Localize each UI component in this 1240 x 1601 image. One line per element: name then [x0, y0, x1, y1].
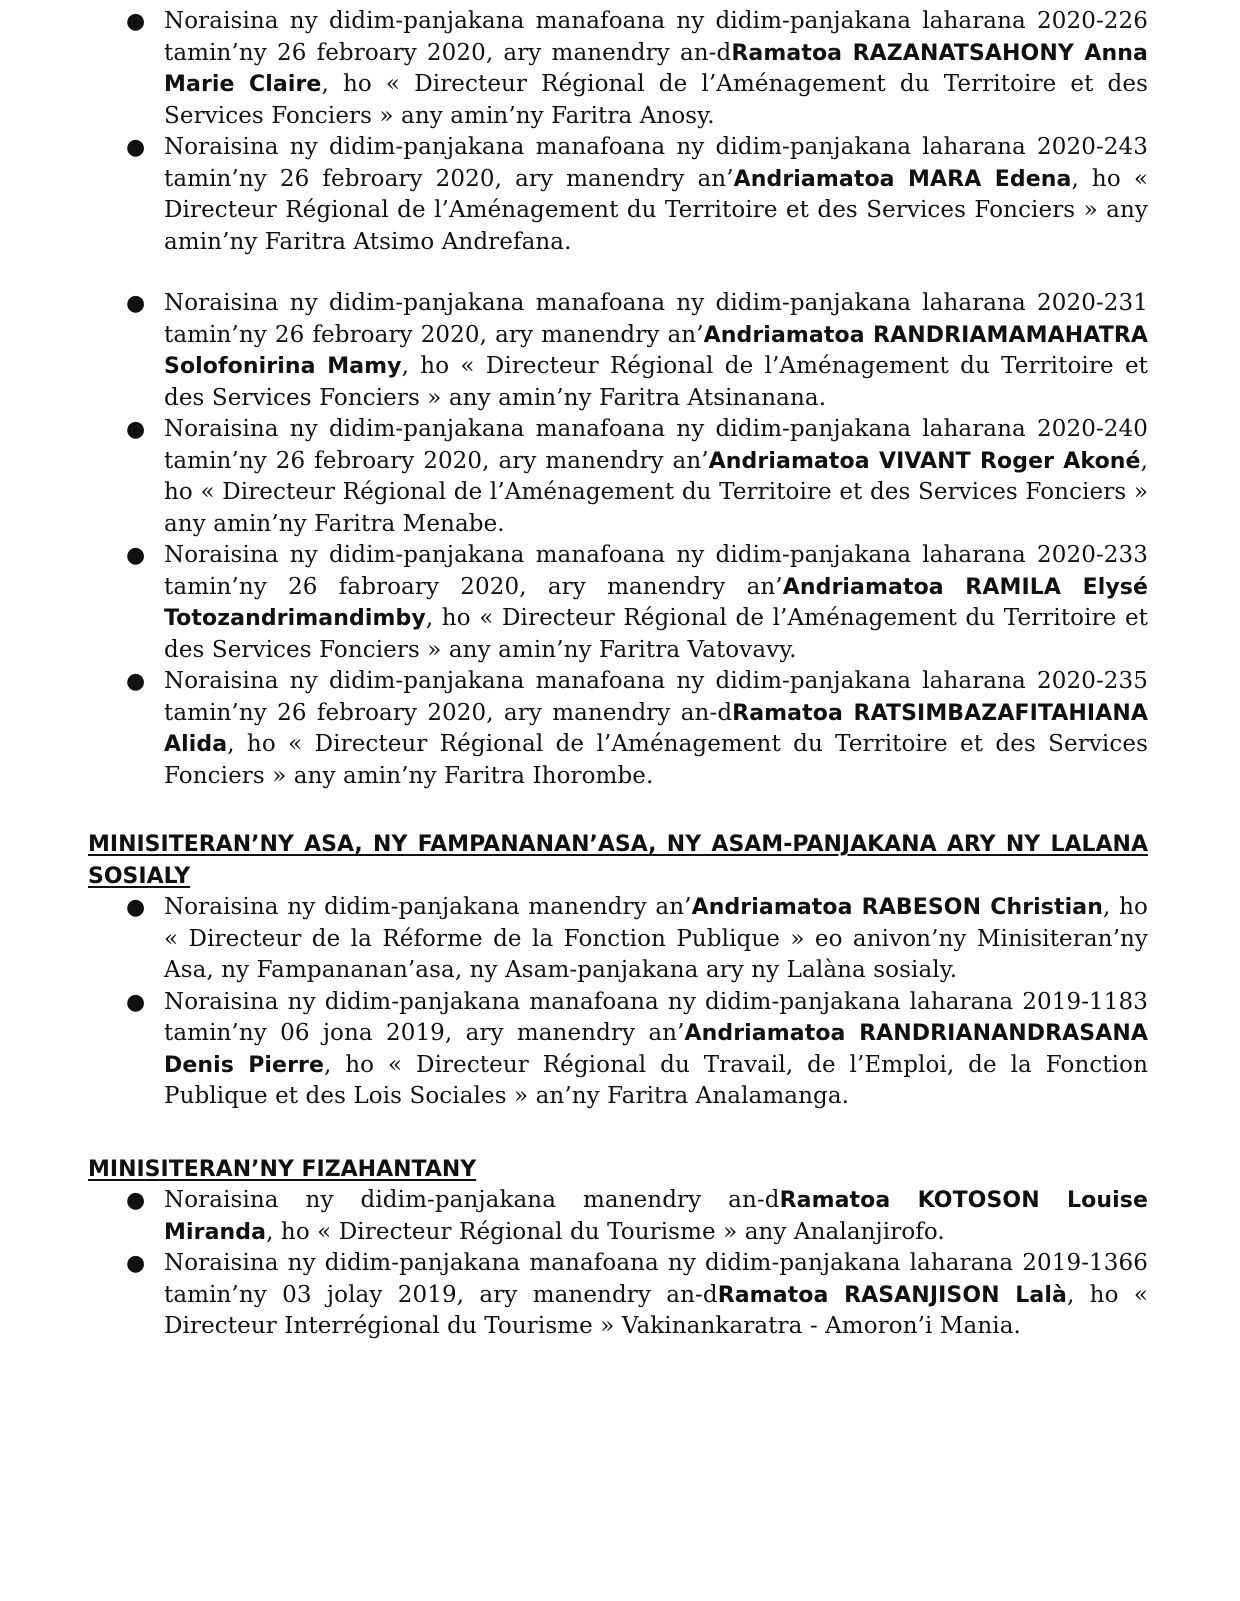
spacer: [88, 792, 1148, 829]
list-item: [88, 1185, 1148, 1248]
spacer: [88, 258, 1148, 288]
item-text: , ho « Directeur Régional du Travail, de l’Emploi, de la Fonction Publique et des Lois Sociales » an’ny Faritra Analamanga.: [164, 1051, 1148, 1109]
item-text: Noraisina ny didim-panjakana manafoana ny didim-panjakana laharana 2020-235 tamin’ny 26 febroary 2020, ary manendry an-d: [164, 668, 1148, 726]
list-item: [88, 414, 1148, 540]
appointment-list-aty: [88, 6, 1148, 258]
list-item: [88, 6, 1148, 132]
item-text: , ho « Directeur Interrégional du Tourisme » Vakinankaratra - Amoron’i Mania.: [164, 1281, 1148, 1339]
item-text: , ho « Directeur de la Réforme de la Fonction Publique » eo anivon’ny Minisiteran’ny Asa, ny Fampananan’asa, ny Asam-panjakana ary ny Lalàna sosialy.: [164, 894, 1148, 983]
item-text: , ho « Directeur Régional de l’Aménagement du Territoire et des Services Fonciers » any amin’ny Faritra Vatovavy.: [164, 605, 1148, 663]
item-text: Noraisina ny didim-panjakana manafoana ny didim-panjakana laharana 2019-1183 tamin’ny 06 jona 2019, ary manendry an’: [164, 988, 1148, 1046]
appointee-name: Andriamatoa RANDRIAMAMAHATRA Solofonirina Mamy: [164, 322, 1148, 379]
appointee-name: Ramatoa RAZANATSAHONY Anna Marie Claire: [164, 40, 1148, 97]
document-page: [88, 6, 1148, 1343]
bullet-icon: ●: [126, 1188, 146, 1213]
item-text: Noraisina ny didim-panjakana manendry an’: [164, 894, 692, 920]
bullet-icon: ●: [126, 1251, 146, 1276]
bullet-icon: ●: [126, 9, 146, 34]
appointment-list-aty-continued: [88, 288, 1148, 792]
section-heading-fizahantany: MINISITERAN’NY FIZAHANTANY: [88, 1156, 477, 1182]
bullet-icon: ●: [126, 417, 146, 442]
list-item: [88, 288, 1148, 414]
bullet-icon: ●: [126, 669, 146, 694]
list-item: [88, 132, 1148, 258]
list-item: [88, 1248, 1148, 1343]
item-text: Noraisina ny didim-panjakana manafoana ny didim-panjakana laharana 2020-226 tamin’ny 26 febroary 2020, ary manendry an-d: [164, 8, 1148, 66]
bullet-icon: ●: [126, 895, 146, 920]
section-heading-asa: MINISITERAN’NY ASA, NY FAMPANANAN’ASA, NY ASAM-PANJAKANA ARY NY LALANA SOSIALY: [88, 832, 1148, 889]
item-text: Noraisina ny didim-panjakana manafoana ny didim-panjakana laharana 2019-1366 tamin’ny 03 jolay 2019, ary manendry an-d: [164, 1250, 1148, 1308]
appointee-name: Ramatoa RATSIMBAZAFITAHIANA Alida: [164, 700, 1148, 757]
list-item: [88, 987, 1148, 1113]
item-text: , ho « Directeur Régional de l’Aménagement du Territoire et des Services Fonciers » any amin’ny Faritra Menabe.: [164, 447, 1148, 537]
appointee-name: Andriamatoa RABESON Christian: [691, 895, 1103, 920]
item-text: , ho « Directeur Régional du Tourisme » any Analanjirofo.: [266, 1218, 945, 1245]
item-text: , ho « Directeur Régional de l’Aménagement du Territoire et des Services Fonciers » any amin’ny Faritra Anosy.: [164, 71, 1148, 129]
appointee-name: Andriamatoa RANDRIANANDRASANA Denis Pierre: [164, 1021, 1148, 1078]
list-item: [88, 892, 1148, 987]
appointee-name: Ramatoa KOTOSON Louise Miranda: [164, 1188, 1148, 1245]
bullet-icon: ●: [126, 135, 146, 160]
bullet-icon: ●: [126, 291, 146, 316]
item-text: Noraisina ny didim-panjakana manafoana ny didim-panjakana laharana 2020-240 tamin’ny 26 febroary 2020, ary manendry an’: [164, 416, 1148, 474]
appointment-list-fizahantany: [88, 1185, 1148, 1343]
appointee-name: Andriamatoa RAMILA Elysé Totozandrimandimby: [164, 574, 1149, 631]
appointment-list-asa: [88, 892, 1148, 1113]
spacer: [88, 1113, 1148, 1154]
bullet-icon: ●: [126, 543, 146, 568]
list-item: [88, 540, 1148, 666]
item-text: Noraisina ny didim-panjakana manendry an-d: [164, 1187, 780, 1213]
item-text: Noraisina ny didim-panjakana manafoana ny didim-panjakana laharana 2020-233 tamin’ny 26 fabroary 2020, ary manendry an’: [164, 542, 1148, 600]
item-text: , ho « Directeur Régional de l’Aménagement du Territoire et des Services Fonciers » any amin’ny Faritra Atsimo Andrefana.: [164, 165, 1148, 255]
appointee-name: Andriamatoa VIVANT Roger Akoné: [708, 448, 1141, 474]
item-text: Noraisina ny didim-panjakana manafoana ny didim-panjakana laharana 2020-243 tamin’ny 26 febroary 2020, ary manendry an’: [164, 134, 1148, 192]
list-item: [88, 666, 1148, 792]
item-text: Noraisina ny didim-panjakana manafoana ny didim-panjakana laharana 2020-231 tamin’ny 26 febroary 2020, ary manendry an’: [164, 290, 1148, 348]
bullet-icon: ●: [126, 989, 146, 1015]
item-text: , ho « Directeur Régional de l’Aménagement du Territoire et des Services Fonciers » any amin’ny Faritra Atsinanana.: [164, 353, 1149, 411]
appointee-name: Andriamatoa MARA Edena: [733, 166, 1072, 192]
item-text: , ho « Directeur Régional de l’Aménagement du Territoire et des Services Fonciers » any amin’ny Faritra Ihorombe.: [164, 731, 1148, 789]
appointee-name: Ramatoa RASANJISON Lalà: [717, 1282, 1067, 1308]
